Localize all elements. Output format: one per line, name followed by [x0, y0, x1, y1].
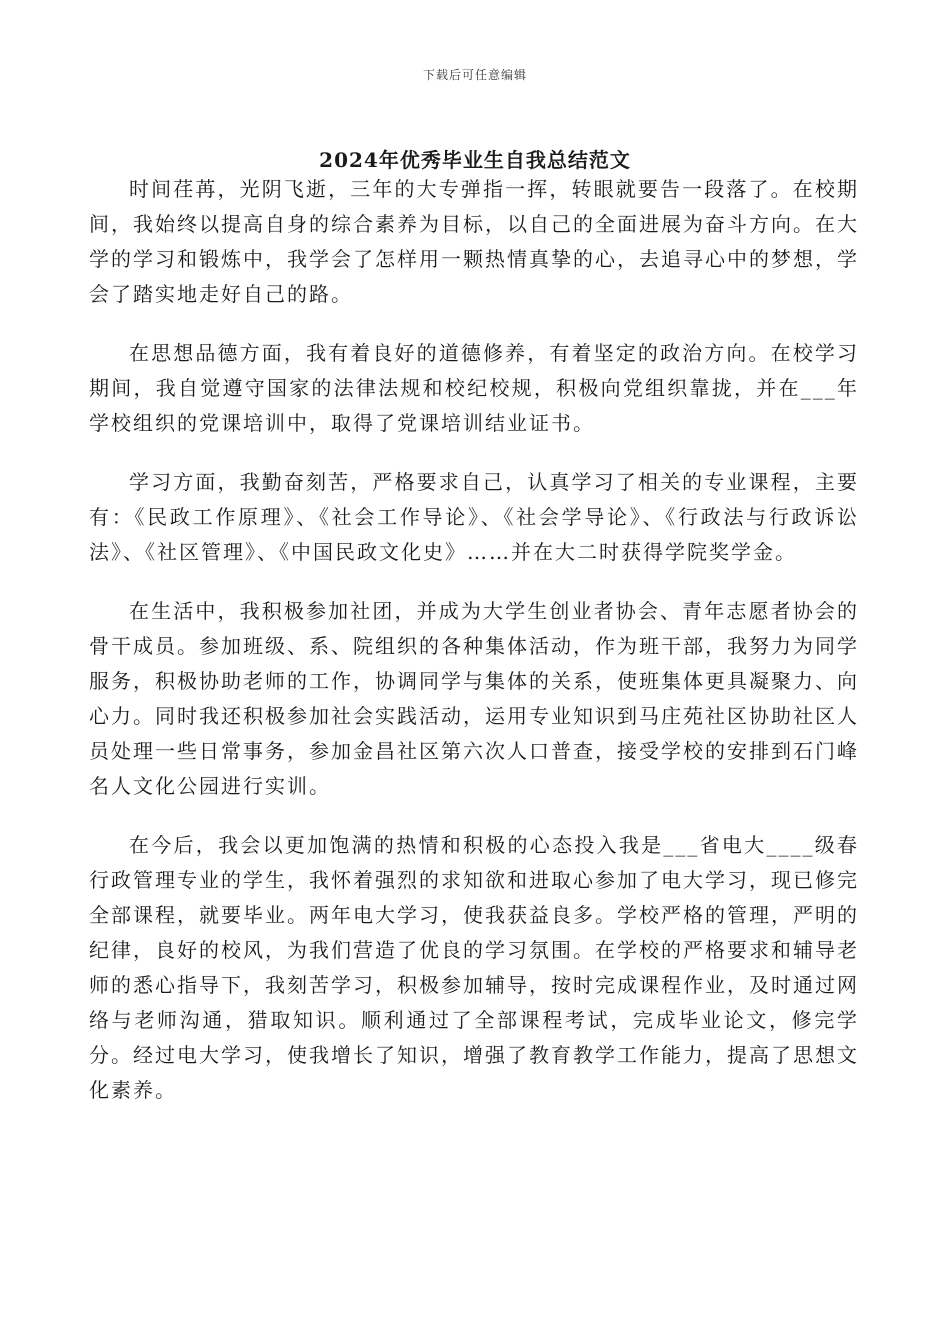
document-title: 2024年优秀毕业生自我总结范文 [319, 148, 631, 172]
document-body [89, 172, 859, 1132]
paragraph-intro: 时间荏苒，光阴飞逝，三年的大专弹指一挥，转眼就要告一段落了。在校期间，我始终以提高自身的综合素养为目标，以自己的全面进展为奋斗方向。在大学的学习和锻炼中，我学会了怎样用一颗热情真挚的心，去追寻心中的梦想，学会了踏实地走好自己的路。 [89, 177, 859, 306]
paragraph-ideology: 在思想品德方面，我有着良好的道德修养，有着坚定的政治方向。在校学习期间，我自觉遵守国家的法律法规和校纪校规，积极向党组织靠拢，并在___年学校组织的党课培训中，取得了党课培训结业证书。 [89, 341, 859, 435]
header-note: 下载后可任意编辑 [422, 68, 527, 82]
paragraph-study: 学习方面，我勤奋刻苦，严格要求自己，认真学习了相关的专业课程，主要有：《民政工作原理》、《社会工作导论》、《社会学导论》、《行政法与行政诉讼法》、《社区管理》、《中国民政文化史》……并在大二时获得学院奖学金。 [89, 470, 859, 564]
paragraph-future: 在今后，我会以更加饱满的热情和积极的心态投入我是___省电大____级春行政管理专业的学生，我怀着强烈的求知欲和进取心参加了电大学习，现已修完全部课程，就要毕业。两年电大学习，使我获益良多。学校严格的管理，严明的纪律，良好的校风，为我们营造了优良的学习氛围。在学校的严格要求和辅导老师的悉心指导下，我刻苦学习，积极参加辅导，按时完成课程作业，及时通过网络与老师沟通，猎取知识。顺利通过了全部课程考试，完成毕业论文，修完学分。经过电大学习，使我增长了知识，增强了教育教学工作能力，提高了思想文化素养。 [89, 833, 859, 1102]
paragraph-life: 在生活中，我积极参加社团，并成为大学生创业者协会、青年志愿者协会的骨干成员。参加班级、系、院组织的各种集体活动，作为班干部，我努力为同学服务，积极协助老师的工作，协调同学与集体的关系，使班集体更具凝聚力、向心力。同时我还积极参加社会实践活动，运用专业知识到马庄苑社区协助社区人员处理一些日常事务，参加金昌社区第六次人口普查，接受学校的安排到石门峰名人文化公园进行实训。 [89, 599, 859, 798]
